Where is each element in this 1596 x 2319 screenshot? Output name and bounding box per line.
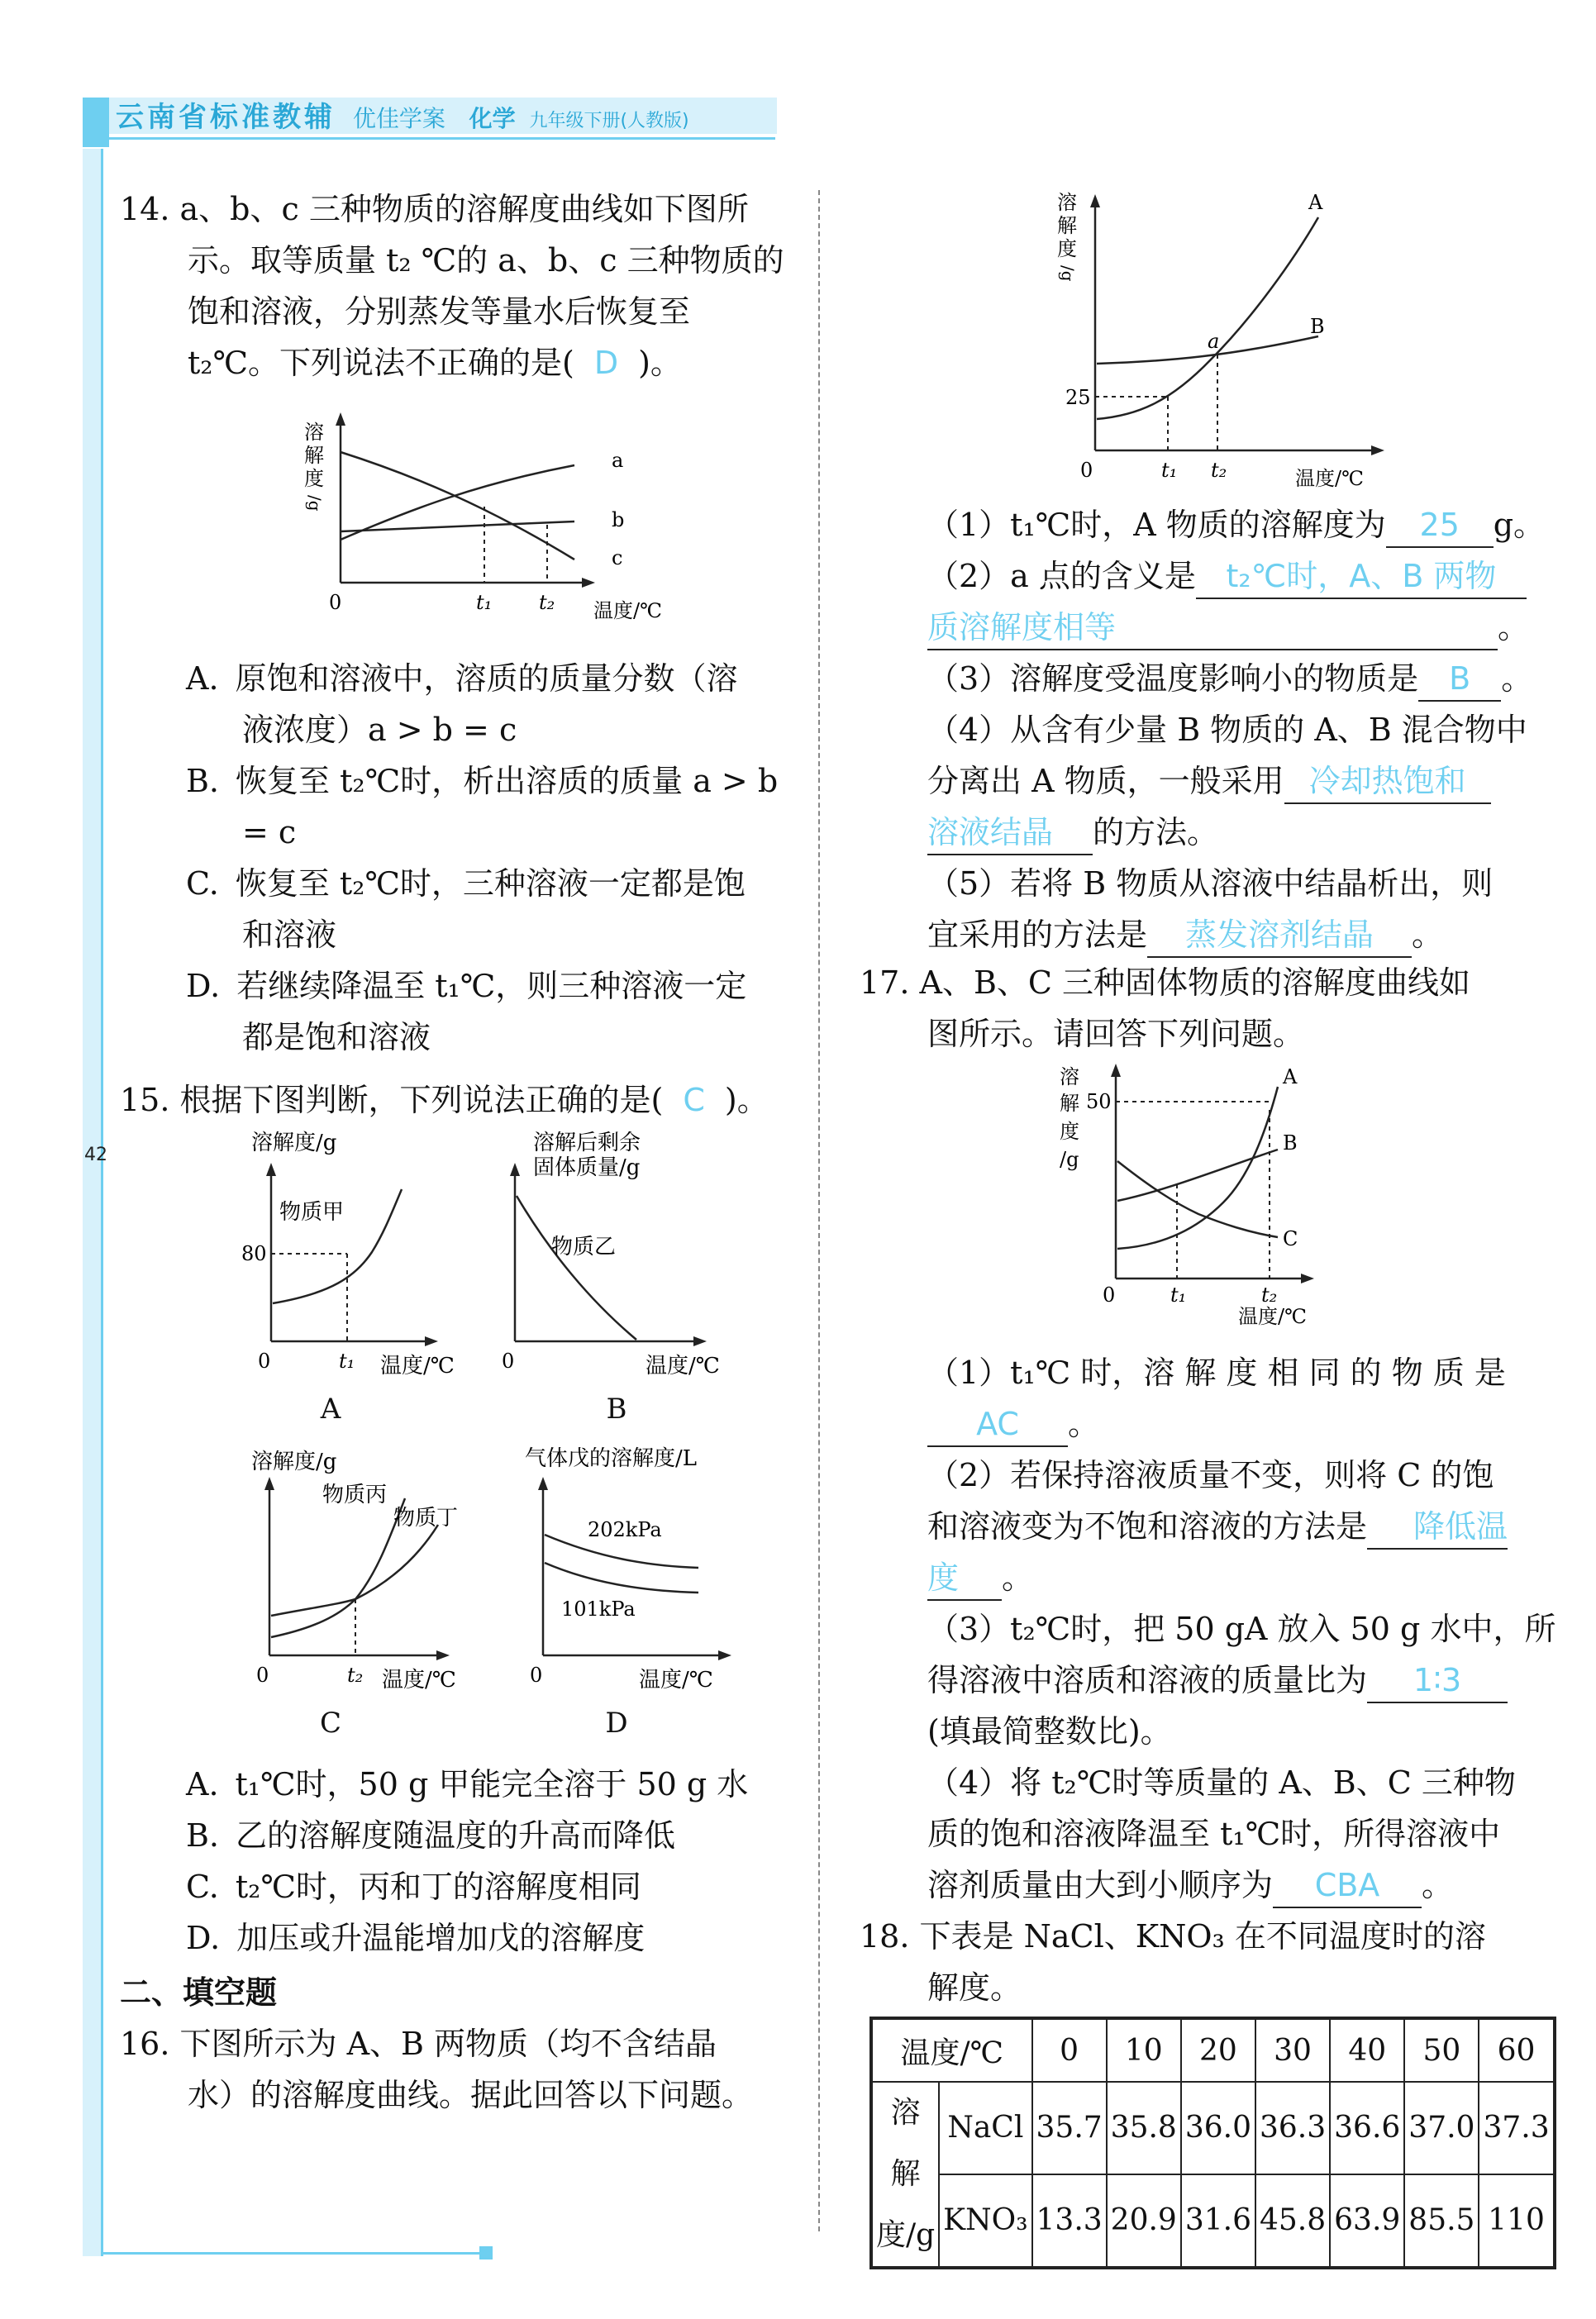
table-cell: 20.9 xyxy=(1107,2174,1181,2268)
q17-answer-4[interactable]: CBA xyxy=(1273,1864,1422,1908)
fig17-label-a: A xyxy=(1283,1065,1298,1088)
q17-line1: A、B、C 三种固体物质的溶解度曲线如 xyxy=(919,964,1471,1001)
column-divider xyxy=(818,190,820,2231)
q14-option-d-text2: 都是饱和溶液 xyxy=(242,1019,431,1055)
q15-option-d[interactable] xyxy=(186,1912,798,1964)
q16-answer-4a[interactable]: 冷却热饱和 xyxy=(1284,760,1491,804)
fig15c-x-arrow xyxy=(436,1650,450,1660)
table-header-cell: 0 xyxy=(1032,2018,1107,2082)
fig16-xlabel: 温度/℃ xyxy=(1295,467,1364,490)
fig14-ylabel-4: /g xyxy=(305,495,325,512)
table-header-cell: 20 xyxy=(1181,2018,1255,2082)
table-cell: 36.3 xyxy=(1255,2082,1330,2174)
fig15a-y-arrow xyxy=(266,1163,276,1176)
q15-option-d-text: 加压或升温能增加戊的溶解度 xyxy=(236,1920,646,1956)
q15-option-c-letter: C. xyxy=(186,1869,219,1905)
q17-line2: 图所示。请回答下列问题。 xyxy=(927,1016,1305,1052)
table-row xyxy=(871,2174,1555,2268)
q16-p5-line2: 宜采用的方法是 xyxy=(927,917,1148,953)
q15-figure-b xyxy=(500,1128,748,1384)
fig16-x-arrow xyxy=(1371,445,1384,455)
q15-figure-c xyxy=(240,1442,488,1698)
q18-line2: 解度。 xyxy=(927,1969,1022,2006)
bottom-line xyxy=(101,2252,481,2255)
fig15a-origin: 0 xyxy=(258,1350,271,1373)
fig16-y-arrow xyxy=(1090,194,1100,207)
fig16-label-b-curve: B xyxy=(1310,315,1325,338)
q15-stem-end: )。 xyxy=(724,1082,769,1118)
q16-p5-line1: （5）若将 B 物质从溶液中结晶析出，则 xyxy=(927,865,1494,902)
q15-stem xyxy=(120,1074,769,1126)
fig14-curve-c xyxy=(341,452,574,560)
q14-line2: 示。取等质量 t₂ ℃的 a、b、c 三种物质的 xyxy=(188,242,784,279)
q17-answer-2b[interactable]: 度 xyxy=(927,1556,1002,1601)
q16-p4-end: 的方法。 xyxy=(1093,814,1219,850)
q17-figure xyxy=(1050,1062,1347,1326)
fig15c-y-arrow xyxy=(264,1477,274,1490)
q14-number: 14. xyxy=(120,191,170,227)
fig16-ylabel-2: 解 xyxy=(1057,214,1077,237)
q17-p2-end: 。 xyxy=(1002,1559,1034,1596)
q15-answer[interactable]: C xyxy=(683,1082,705,1118)
q15-option-a[interactable] xyxy=(186,1759,798,1810)
table-header-cell: 温度/℃ xyxy=(871,2018,1032,2082)
table-cell: 36.6 xyxy=(1330,2082,1404,2174)
header-left-marker xyxy=(83,98,109,147)
q14-option-b-letter: B. xyxy=(186,763,220,799)
q14-option-c[interactable] xyxy=(186,858,798,909)
fig15b-y-arrow xyxy=(510,1163,520,1176)
q16-line2: 水）的溶解度曲线。据此回答以下问题。 xyxy=(188,2077,754,2113)
fig16-t1: t₁ xyxy=(1161,459,1178,482)
table-header-cell: 10 xyxy=(1107,2018,1181,2082)
q17-p1-end: 。 xyxy=(1068,1406,1100,1442)
table-header-cell: 30 xyxy=(1255,2018,1330,2082)
q14-option-b[interactable] xyxy=(186,755,798,807)
q14-option-b-text: 恢复至 t₂℃时，析出溶质的质量 a > b xyxy=(236,763,779,799)
q15-caption-d: D xyxy=(605,1707,628,1740)
table-header-row xyxy=(871,2018,1555,2082)
q14-line1: a、b、c 三种物质的溶解度曲线如下图所 xyxy=(179,191,749,227)
fig17-ylabel-1: 溶 xyxy=(1060,1065,1079,1088)
q16-subquestions xyxy=(927,499,1546,960)
bottom-marker xyxy=(479,2246,493,2259)
q17-subquestions xyxy=(927,1347,1556,1911)
q15-option-b[interactable] xyxy=(186,1810,798,1861)
fig15a-t: t₁ xyxy=(339,1350,355,1373)
q17-p4-line3: 溶剂质量由大到小顺序为 xyxy=(927,1867,1274,1903)
fig16-curve-a xyxy=(1097,217,1318,419)
fig15d-origin: 0 xyxy=(530,1664,543,1687)
q14-option-a-text2: 液浓度）a > b = c xyxy=(242,712,517,748)
q15-figure-d xyxy=(500,1442,773,1698)
fig14-curve-b xyxy=(341,521,574,531)
fig14-ylabel-3: 度 xyxy=(304,467,324,490)
fig15c-t: t₂ xyxy=(347,1664,364,1687)
q17-p2-line1: （2）若保持溶液质量不变，则将 C 的饱 xyxy=(927,1457,1494,1493)
q15-options xyxy=(186,1759,798,1964)
q14-option-c-text: 恢复至 t₂℃时，三种溶液一定都是饱 xyxy=(235,865,746,902)
q15-option-b-text: 乙的溶解度随温度的升高而降低 xyxy=(236,1817,676,1854)
q16-answer-1[interactable]: 25 xyxy=(1386,503,1494,548)
q16-p1-end: g。 xyxy=(1493,507,1546,543)
q14-answer[interactable]: D xyxy=(593,345,619,381)
fig14-t2: t₂ xyxy=(539,591,555,614)
fig16-ylabel-1: 溶 xyxy=(1057,191,1077,214)
table-cell: NaCl xyxy=(939,2082,1031,2174)
q17-number: 17. xyxy=(860,964,910,1001)
header-grade: 九年级下册(人教版) xyxy=(529,111,689,131)
fig15b-ylabel-2: 固体质量/g xyxy=(533,1155,641,1180)
header xyxy=(116,99,689,140)
fig15a-x-arrow xyxy=(425,1336,438,1346)
q15-stem-text: 根据下图判断，下列说法正确的是( xyxy=(179,1082,664,1118)
q15-caption-a: A xyxy=(320,1393,341,1426)
fig17-y-arrow xyxy=(1111,1064,1121,1077)
q18-stem xyxy=(860,1911,1546,2013)
fig15c-curve2-label: 物质丁 xyxy=(393,1506,459,1531)
fig15c-xlabel: 温度/℃ xyxy=(382,1668,456,1693)
q15-number: 15. xyxy=(120,1082,170,1118)
q14-stem xyxy=(120,183,789,388)
left-margin-bar xyxy=(83,149,101,2256)
fig15c-ylabel: 溶解度/g xyxy=(251,1450,337,1474)
q17-p3-line1: （3）t₂℃时，把 50 gA 放入 50 g 水中，所 xyxy=(927,1611,1556,1647)
fig17-tick-50: 50 xyxy=(1086,1090,1112,1113)
fig16-t2: t₂ xyxy=(1211,459,1227,482)
fig16-origin: 0 xyxy=(1080,459,1093,482)
q17-p2-line2: 和溶液变为不饱和溶液的方法是 xyxy=(927,1508,1368,1545)
table-cell: 63.9 xyxy=(1330,2174,1404,2268)
q14-option-a-text: 原饱和溶液中，溶质的质量分数（溶 xyxy=(235,660,738,697)
fig15b-curve-label: 物质乙 xyxy=(551,1235,617,1259)
fig15d-xlabel: 温度/℃ xyxy=(639,1668,713,1693)
fig15d-ylabel: 气体戊的溶解度/L xyxy=(525,1446,698,1471)
q15-option-a-letter: A. xyxy=(186,1766,219,1802)
q14-figure xyxy=(289,409,686,632)
fig17-curve-c xyxy=(1117,1161,1278,1237)
q14-option-a-letter: A. xyxy=(186,660,219,697)
fig14-origin: 0 xyxy=(329,591,342,614)
table-cell: 45.8 xyxy=(1255,2174,1330,2268)
q16-p1: （1）t₁℃时，A 物质的溶解度为 xyxy=(927,507,1386,543)
fig14-xlabel: 温度/℃ xyxy=(593,599,662,622)
fig14-label-a: a xyxy=(612,449,624,472)
q16-p4-line2: 分离出 A 物质，一般采用 xyxy=(927,763,1284,799)
q14-option-d-text: 若继续降温至 t₁℃，则三种溶液一定 xyxy=(236,968,747,1004)
fig16-ylabel-3: 度 xyxy=(1057,237,1077,260)
table-header-cell: 40 xyxy=(1330,2018,1404,2082)
table-row-label: 溶解度/g xyxy=(871,2082,939,2268)
q15-option-d-letter: D. xyxy=(186,1920,221,1956)
q16-p3-end: 。 xyxy=(1501,660,1533,697)
fig14-curve-a xyxy=(341,465,574,540)
fig17-label-b: B xyxy=(1283,1131,1298,1155)
fig17-ylabel-2: 解 xyxy=(1060,1092,1079,1115)
q16-line1: 下图所示为 A、B 两物质（均不含结晶 xyxy=(179,2026,717,2062)
q14-line3: 饱和溶液，分别蒸发等量水后恢复至 xyxy=(188,293,691,330)
fig14-y-arrow xyxy=(336,412,345,426)
fig15b-curve xyxy=(517,1196,636,1340)
table-header-cell: 50 xyxy=(1404,2018,1479,2082)
table-cell: 36.0 xyxy=(1181,2082,1255,2174)
q15-option-a-text: t₁℃时，50 g 甲能完全溶于 50 g 水 xyxy=(235,1766,749,1802)
fig17-origin: 0 xyxy=(1103,1283,1116,1307)
fig17-xlabel: 温度/℃ xyxy=(1238,1305,1307,1326)
left-margin-line xyxy=(101,149,103,2256)
section-title: 二、填空题 xyxy=(120,1974,278,2011)
q16-p5-end: 。 xyxy=(1412,917,1444,953)
fig17-curve-a xyxy=(1117,1087,1278,1249)
header-series: 云南省标准教辅 xyxy=(116,101,336,134)
fig14-x-arrow xyxy=(582,578,595,588)
fig15a-ylabel: 溶解度/g xyxy=(251,1131,337,1155)
table-cell: 37.3 xyxy=(1479,2082,1554,2174)
fig15a-xlabel: 温度/℃ xyxy=(380,1354,455,1379)
q14-line4: t₂℃。下列说法不正确的是( xyxy=(188,345,574,381)
table-row xyxy=(871,2082,1555,2174)
fig15a-tick: 80 xyxy=(241,1242,267,1265)
table-cell: 35.8 xyxy=(1107,2082,1181,2174)
fig15a-curve-label: 物质甲 xyxy=(279,1200,345,1225)
fig15d-y-arrow xyxy=(538,1477,548,1490)
header-subject: 化学 xyxy=(469,105,516,132)
q16-p3: （3）溶解度受温度影响小的物质是 xyxy=(927,660,1419,697)
q16-answer-5[interactable]: 蒸发溶剂结晶 xyxy=(1147,913,1412,958)
q17-answer-2a[interactable]: 降低温 xyxy=(1367,1505,1508,1550)
q14-option-b-text2: = c xyxy=(242,814,297,850)
fig15b-x-arrow xyxy=(693,1336,707,1346)
page-number: 42 xyxy=(84,1145,107,1165)
fig17-ylabel-3: 度 xyxy=(1060,1120,1079,1143)
fig14-label-b: b xyxy=(612,508,625,531)
q16-p2-end: 。 xyxy=(1498,609,1530,645)
fig17-t1: t₁ xyxy=(1170,1283,1187,1307)
q16-answer-2a[interactable]: t₂℃时，A、B 两物 xyxy=(1196,555,1527,599)
q15-figure-a xyxy=(240,1128,488,1384)
q16-p4-line1: （4）从含有少量 B 物质的 A、B 混合物中 xyxy=(927,712,1527,748)
fig17-t2: t₂ xyxy=(1261,1283,1278,1307)
fig16-label-a-curve: A xyxy=(1308,191,1323,214)
fig14-label-c: c xyxy=(612,546,623,569)
q17-stem xyxy=(860,957,1546,1060)
fig15d-curve1-label: 202kPa xyxy=(588,1518,662,1541)
fig15b-ylabel-1: 溶解后剩余 xyxy=(533,1131,641,1155)
fig15c-origin: 0 xyxy=(256,1664,269,1687)
fig17-x-arrow xyxy=(1301,1274,1314,1283)
q18-number: 18. xyxy=(860,1918,910,1955)
q14-line4-end: )。 xyxy=(638,345,682,381)
table-cell: 13.3 xyxy=(1032,2174,1107,2268)
q15-caption-b: B xyxy=(606,1393,627,1426)
q15-option-b-letter: B. xyxy=(186,1817,220,1854)
fig16-point-a: a xyxy=(1208,330,1220,353)
fig14-t1: t₁ xyxy=(476,591,493,614)
q14-option-c-letter: C. xyxy=(186,865,219,902)
table-cell: KNO₃ xyxy=(939,2174,1031,2268)
fig17-curve-b xyxy=(1117,1150,1278,1201)
fig15d-x-arrow xyxy=(718,1650,731,1660)
fig15d-curve2-label: 101kPa xyxy=(561,1598,636,1621)
q14-option-d[interactable] xyxy=(186,960,798,1012)
table-cell: 31.6 xyxy=(1181,2174,1255,2268)
q14-option-d-letter: D. xyxy=(186,968,221,1004)
q17-p4-line1: （4）将 t₂℃时等质量的 A、B、C 三种物 xyxy=(927,1764,1516,1801)
q17-p1: （1）t₁℃ 时，溶 解 度 相 同 的 物 质 是 xyxy=(927,1355,1506,1391)
fig17-ylabel-4: /g xyxy=(1060,1148,1079,1171)
q17-answer-1[interactable]: AC xyxy=(927,1402,1068,1447)
q14-options xyxy=(186,653,798,1063)
q16-stem xyxy=(120,2018,798,2121)
q15-caption-c: C xyxy=(319,1707,341,1740)
q16-number: 16. xyxy=(120,2026,170,2062)
fig15c-curve1-label: 物质丙 xyxy=(322,1483,388,1507)
q16-answer-2b[interactable]: 质溶解度相等 xyxy=(927,606,1498,650)
header-book: 优佳学案 xyxy=(352,105,445,132)
q17-p3-line2: 得溶液中溶质和溶液的质量比为 xyxy=(927,1662,1368,1698)
q16-p2: （2）a 点的含义是 xyxy=(927,558,1196,594)
q14-option-a[interactable] xyxy=(186,653,798,704)
q16-answer-3[interactable]: B xyxy=(1418,657,1501,702)
fig15b-xlabel: 温度/℃ xyxy=(646,1354,720,1379)
q16-figure xyxy=(1046,186,1393,492)
fig15b-origin: 0 xyxy=(502,1350,515,1373)
table-cell: 35.7 xyxy=(1032,2082,1107,2174)
fig16-ylabel-4: /g xyxy=(1058,265,1078,282)
table-header-cell: 60 xyxy=(1479,2018,1554,2082)
fig14-ylabel-1: 溶 xyxy=(304,421,324,444)
q18-line1: 下表是 NaCl、KNO₃ 在不同温度时的溶 xyxy=(919,1918,1486,1955)
q17-p4-line2: 质的饱和溶液降温至 t₁℃时，所得溶液中 xyxy=(927,1816,1501,1852)
q15-option-c[interactable] xyxy=(186,1861,798,1912)
q17-p4-end: 。 xyxy=(1422,1867,1454,1903)
q17-answer-3[interactable]: 1∶3 xyxy=(1367,1659,1508,1703)
fig17-label-c: C xyxy=(1283,1227,1298,1250)
fig15c-curve-bing xyxy=(271,1498,405,1637)
fig14-ylabel-2: 解 xyxy=(304,444,324,467)
table-cell: 37.0 xyxy=(1404,2082,1479,2174)
table-cell: 85.5 xyxy=(1404,2174,1479,2268)
q17-p3-line3: (填最简整数比)。 xyxy=(927,1713,1172,1750)
solubility-table xyxy=(869,2017,1556,2269)
fig16-tick-25: 25 xyxy=(1065,386,1091,409)
q16-answer-4b[interactable]: 溶液结晶 xyxy=(927,811,1093,855)
table-cell: 110 xyxy=(1479,2174,1554,2268)
q15-option-c-text: t₂℃时，丙和丁的溶解度相同 xyxy=(235,1869,641,1905)
q14-option-c-text2: 和溶液 xyxy=(242,917,337,953)
